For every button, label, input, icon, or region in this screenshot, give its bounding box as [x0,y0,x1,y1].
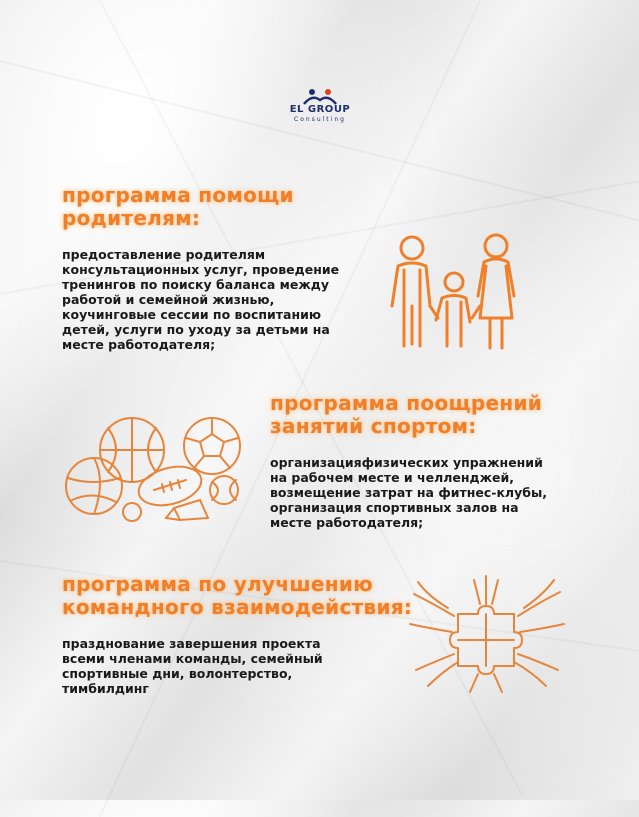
section-1-title-line2: родителям: [62,206,201,230]
section-2-line: месте работодателя; [270,515,424,530]
section-2-line: организацияфизических упражнений [270,455,543,470]
section-3-line: спортивные дни, волонтерство, [62,666,293,681]
section-1-text [62,247,339,352]
section-2-line: организация спортивных залов на [270,500,519,515]
section-3-line: празднование завершения проекта [62,636,321,651]
section-1-line: детей, услуги по уходу за детьми на [62,322,330,337]
section-1-title-line1: программа помощи [62,183,294,207]
logo-brand: EL GROUP [289,104,351,115]
section-1-line: коучинговые сессии по воспитанию [62,307,322,322]
section-1-line: работой и семейной жизнью, [62,292,275,307]
section-3-title [62,573,412,619]
section-1-line: предоставление родителям [62,247,266,262]
section-2-text [270,455,547,530]
section-3-text [62,636,323,696]
section-2-title-line2: занятий спортом: [270,414,477,438]
section-2-line: возмещение затрат на фитнес-клубы, [270,485,548,500]
section-1-line: тренингов по поиску баланса между [62,277,329,292]
section-1-title [62,184,294,230]
section-2-title [270,392,542,438]
section-2-title-line1: программа поощрений [270,391,543,415]
sports-balls-icon [62,408,252,526]
section-3-line: тимбилдинг [62,681,149,696]
section-3-line: всеми членами команды, семейный [62,651,323,666]
family-icon [380,226,530,356]
section-2-line: на рабочем месте и челленджей, [270,470,515,485]
logo [280,88,360,128]
logo-subtitle: Consulting [294,116,346,123]
section-3-title-line2: командного взаимодействия: [62,595,413,619]
section-1-line: месте работодателя; [62,337,216,352]
section-3-title-line1: программа по улучшению [62,572,373,596]
puzzle-hands-icon [408,574,566,694]
section-1-line: консультационных услуг, проведение [62,262,340,277]
